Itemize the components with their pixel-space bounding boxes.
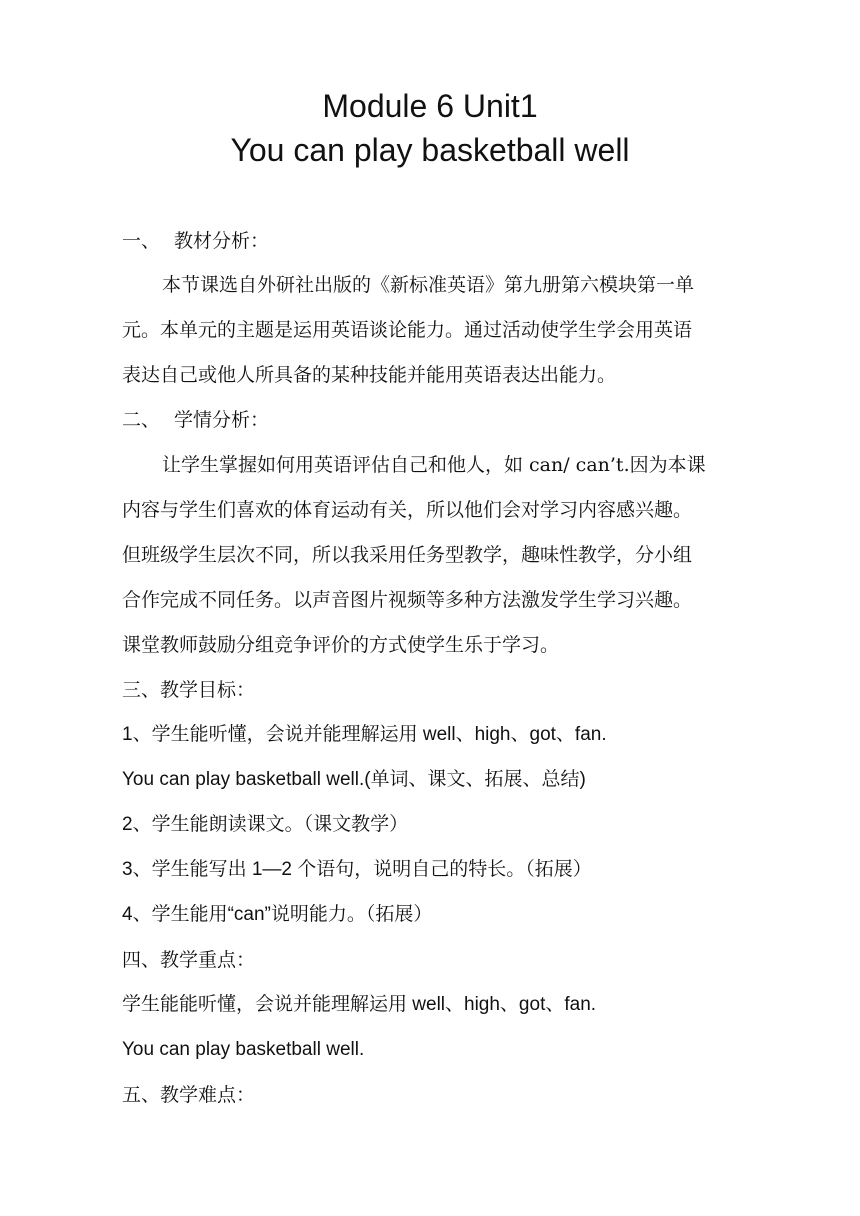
key-point-line: You can play basketball well.	[122, 1039, 365, 1060]
section-3-heading: 三、教学目标：	[122, 679, 256, 701]
section-1-number: 一、	[122, 230, 161, 252]
section-1-title: 教材分析：	[174, 230, 270, 252]
key-point-line: 学生能能听懂，会说并能理解运用 well、high、got、fan.	[122, 994, 597, 1015]
section-1-paragraph-line: 元。本单元的主题是运用英语谈论能力。通过活动使学生学会用英语	[122, 319, 693, 341]
section-4-heading: 四、教学重点：	[122, 949, 256, 971]
section-2-paragraph-line: 合作完成不同任务。以声音图片视频等多种方法激发学生学习兴趣。	[122, 589, 693, 611]
section-2-paragraph-line: 课堂教师鼓励分组竞争评价的方式使学生乐于学习。	[122, 634, 560, 656]
section-2-number: 二、	[122, 409, 161, 431]
section-2-paragraph-line: 但班级学生层次不同，所以我采用任务型教学，趣味性教学，分小组	[122, 544, 693, 566]
objective-item: 1、学生能听懂，会说并能理解运用 well、high、got、fan.	[122, 724, 607, 745]
section-2-paragraph-line: 让学生掌握如何用英语评估自己和他人，如 can/ can’t.因为本课	[162, 454, 706, 476]
section-1-paragraph-line: 本节课选自外研社出版的《新标准英语》第九册第六模块第一单	[162, 274, 695, 296]
title-line-1: Module 6 Unit1	[322, 88, 538, 124]
section-5-heading: 五、教学难点：	[122, 1084, 256, 1106]
objective-item: 4、学生能用“can”说明能力。（拓展）	[122, 904, 433, 925]
objective-item: 2、学生能朗读课文。（课文教学）	[122, 814, 409, 835]
section-2-paragraph-line: 内容与学生们喜欢的体育运动有关，所以他们会对学习内容感兴趣。	[122, 499, 693, 521]
objective-item: You can play basketball well.(单词、课文、拓展、总结)	[122, 769, 586, 790]
objective-item: 3、学生能写出 1—2 个语句，说明自己的特长。（拓展）	[122, 859, 592, 880]
section-1-heading	[122, 226, 747, 256]
title-line-2: You can play basketball well	[230, 132, 630, 168]
section-2-title: 学情分析：	[174, 409, 270, 431]
section-1-paragraph-line: 表达自己或他人所具备的某种技能并能用英语表达出能力。	[122, 364, 617, 386]
section-2-heading	[122, 405, 747, 435]
